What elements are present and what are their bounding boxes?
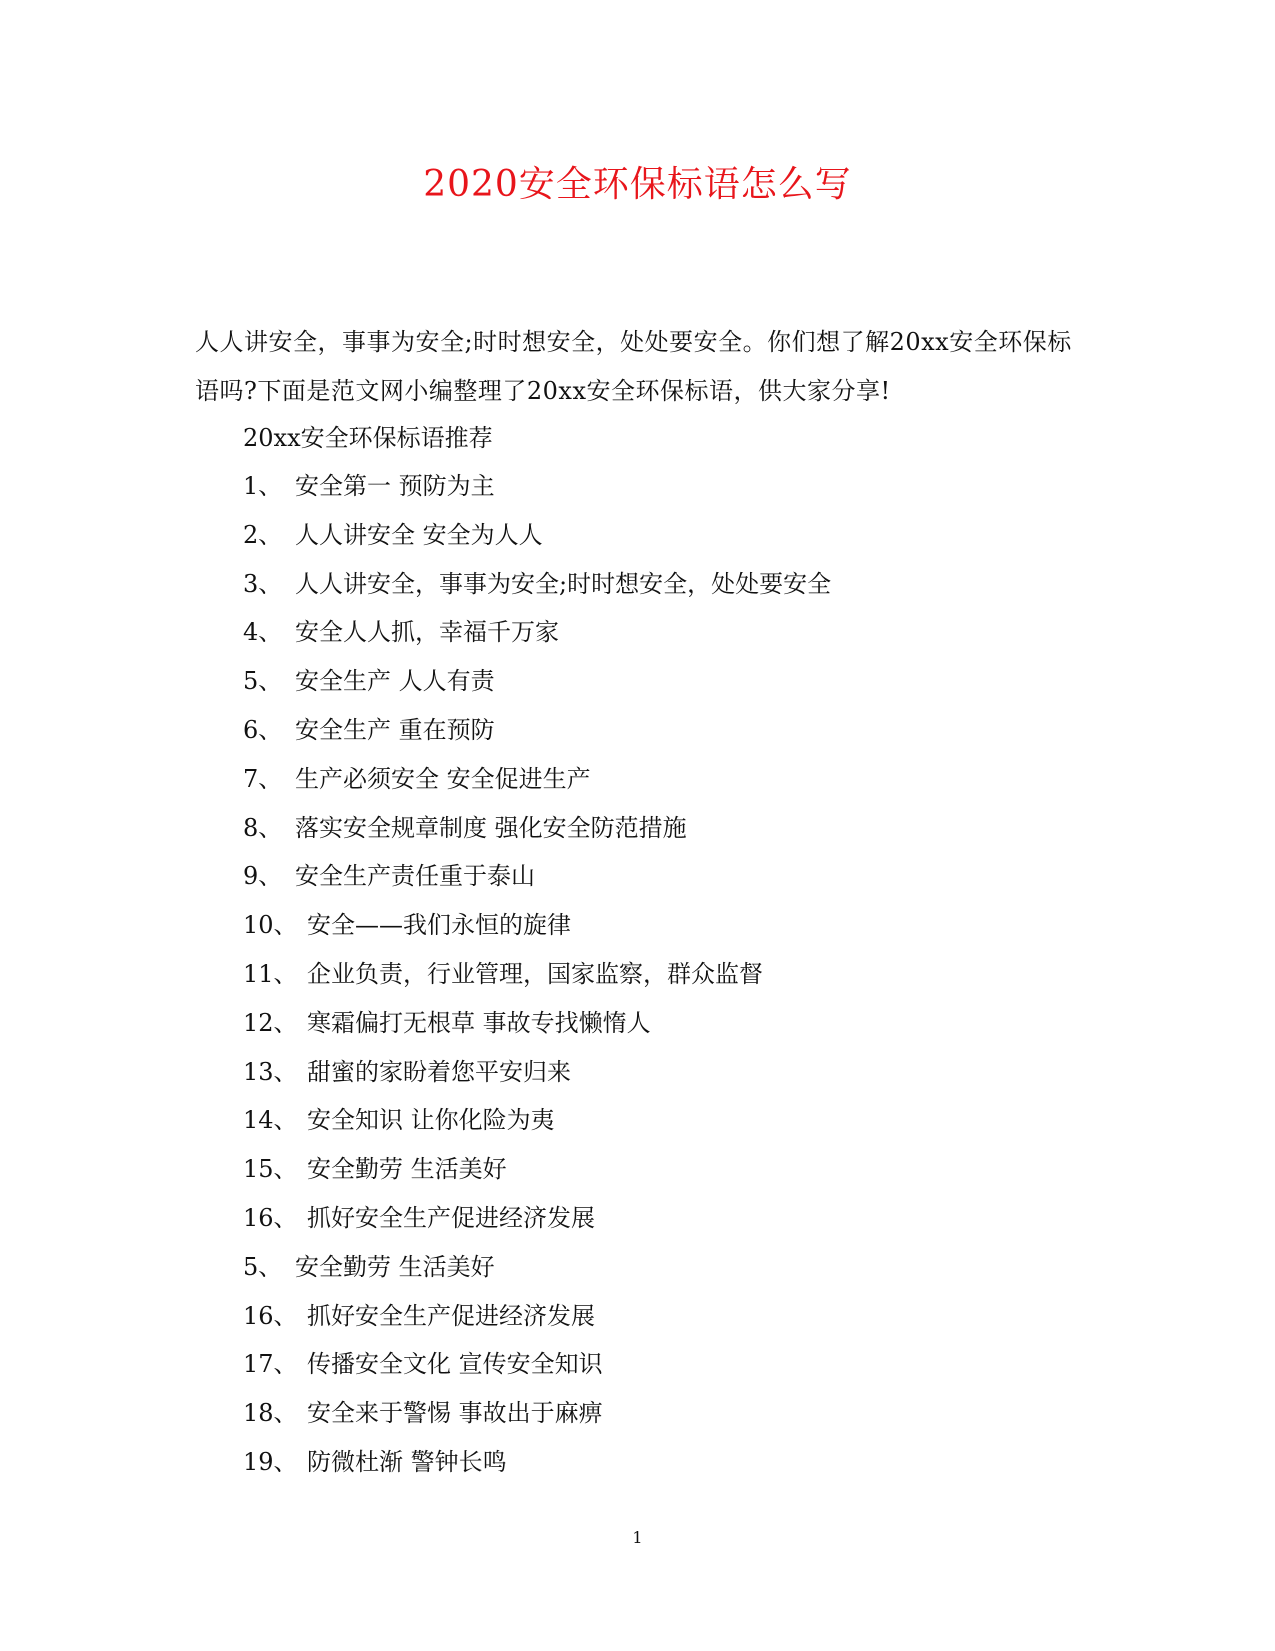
item-number: 14、 [243,1106,298,1135]
list-item [243,905,831,954]
item-number: 10、 [243,911,298,940]
slogan-list [243,466,831,1491]
item-text: 人人讲安全，事事为安全;时时想安全，处处要安全 [295,569,832,598]
list-item [243,710,831,759]
list-item [243,1393,831,1442]
item-text: 安全勤劳 生活美好 [307,1155,507,1184]
list-item [243,1052,831,1101]
intro-line-2: 语吗?下面是范文网小编整理了20xx安全环保标语，供大家分享! [195,377,891,405]
item-text: 传播安全文化 宣传安全知识 [307,1350,603,1379]
item-text: 安全生产 人人有责 [295,667,495,696]
list-item [243,466,831,515]
item-text: 安全勤劳 生活美好 [295,1252,495,1281]
item-text: 寒霜偏打无根草 事故专找懒惰人 [307,1008,651,1037]
intro-line-1: 人人讲安全，事事为安全;时时想安全，处处要安全。你们想了解20xx安全环保标 [195,328,1072,356]
item-text: 抓好安全生产促进经济发展 [307,1301,595,1330]
list-item [243,1198,831,1247]
list-item [243,808,831,857]
item-text: 安全生产责任重于泰山 [295,862,535,891]
item-text: 安全来于警惕 事故出于麻痹 [307,1399,603,1428]
list-item [243,1296,831,1345]
item-number: 9、 [243,862,283,891]
item-number: 15、 [243,1155,298,1184]
list-item [243,1442,831,1491]
item-number: 13、 [243,1057,298,1086]
item-text: 抓好安全生产促进经济发展 [307,1203,595,1232]
item-number: 2、 [243,520,283,549]
intro-paragraph [195,318,1095,416]
item-number: 4、 [243,618,283,647]
item-text: 人人讲安全 安全为人人 [295,520,543,549]
list-item [243,564,831,613]
list-item [243,1100,831,1149]
item-number: 18、 [243,1399,298,1428]
item-number: 7、 [243,764,283,793]
page-number: 1 [632,1528,643,1547]
item-number: 11、 [243,959,298,988]
item-number: 17、 [243,1350,298,1379]
item-text: 甜蜜的家盼着您平安归来 [307,1057,571,1086]
item-text: 安全人人抓，幸福千万家 [295,618,559,647]
item-text: 安全——我们永恒的旋律 [307,911,571,940]
item-number: 5、 [243,1252,283,1281]
item-text: 安全知识 让你化险为夷 [307,1106,555,1135]
list-item [243,1344,831,1393]
list-item [243,661,831,710]
item-text: 安全第一 预防为主 [295,472,495,500]
item-number: 6、 [243,715,283,744]
item-text: 企业负责，行业管理，国家监察，群众监督 [307,959,763,988]
item-text: 安全生产 重在预防 [295,715,495,744]
item-number: 1、 [243,472,283,500]
list-item [243,515,831,564]
section-heading: 20xx安全环保标语推荐 [243,424,493,452]
document-title: 2020安全环保标语怎么写 [423,164,852,205]
item-number: 3、 [243,569,283,598]
item-number: 16、 [243,1301,298,1330]
list-item [243,1003,831,1052]
list-item [243,759,831,808]
item-text: 生产必须安全 安全促进生产 [295,764,591,793]
list-item [243,954,831,1003]
item-number: 19、 [243,1447,298,1476]
item-number: 12、 [243,1008,298,1037]
list-item [243,1149,831,1198]
list-item [243,1247,831,1296]
list-item [243,856,831,905]
item-text: 落实安全规章制度 强化安全防范措施 [295,813,687,842]
item-number: 5、 [243,667,283,696]
item-number: 16、 [243,1203,298,1232]
list-item [243,612,831,661]
item-text: 防微杜渐 警钟长鸣 [307,1447,507,1476]
item-number: 8、 [243,813,283,842]
